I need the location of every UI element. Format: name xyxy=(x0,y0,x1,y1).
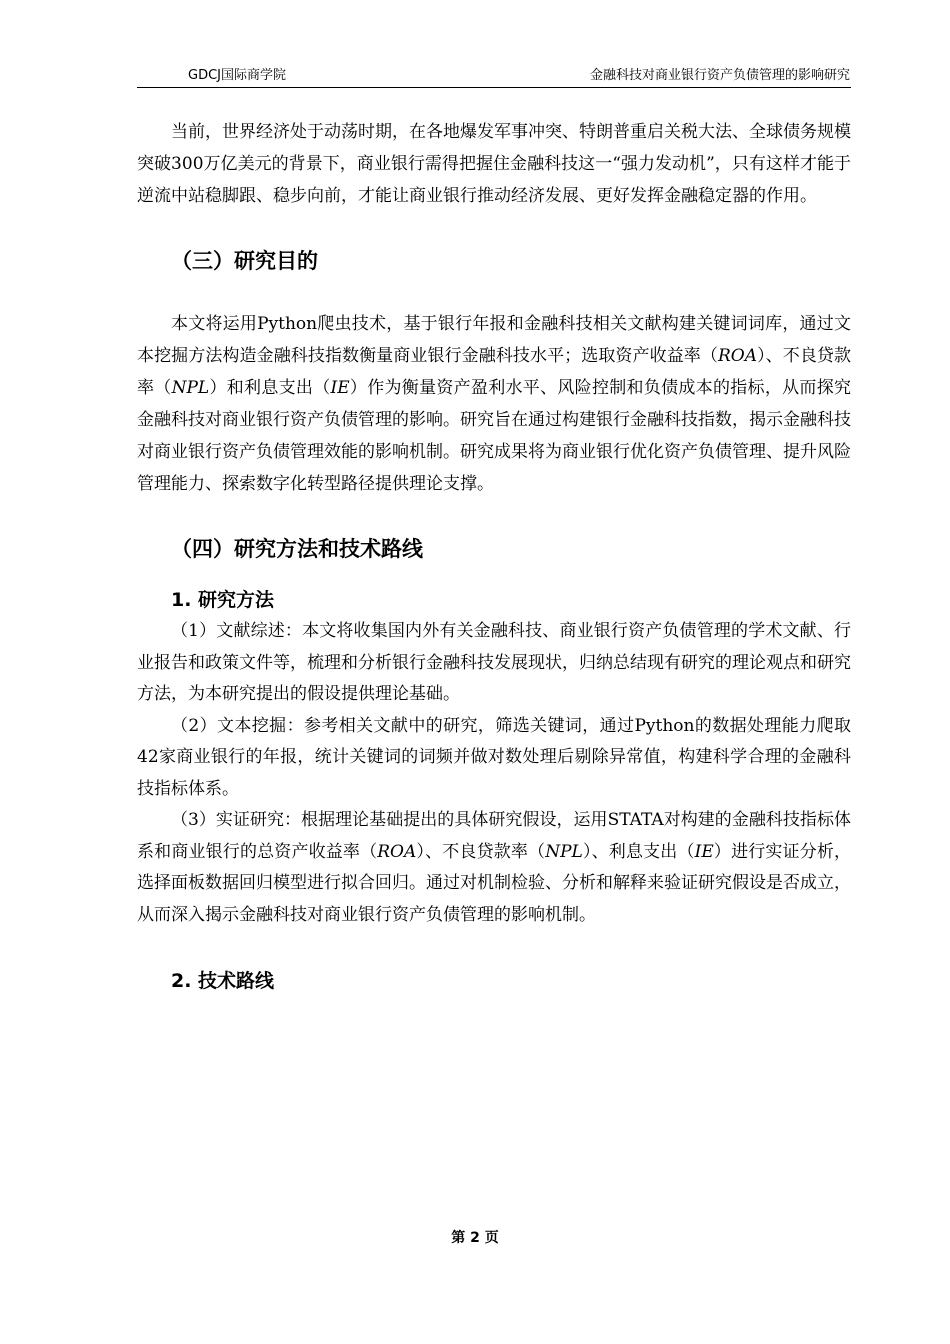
header-rule xyxy=(137,87,851,88)
empirical-ie: IE xyxy=(694,841,714,862)
purpose-ie: IE xyxy=(330,378,350,398)
method-empirical-research xyxy=(137,805,851,931)
intro-paragraph: 当前，世界经济处于动荡时期，在各地爆发军事冲突、特朗普重启关税大法、全球债务规模突破300万亿美元的背景下，商业银行需得把握住金融科技这一“强力发动机”，只有这样才能于逆流中站稳脚跟、稳步向前，才能让商业银行推动经济发展、更好发挥金融稳定器的作用。 xyxy=(137,122,851,206)
subheading-research-methods: 1. 研究方法 xyxy=(171,589,275,611)
empirical-text-a: （3）实证研究：根据理论基础提出的具体研究假设，运用STATA对构建的金融科技指标体系和商业银行的总资产收益率（ xyxy=(137,810,851,862)
purpose-npl: NPL xyxy=(171,378,210,398)
purpose-text-c: ）和利息支出（ xyxy=(209,378,331,398)
page-body xyxy=(137,116,851,995)
purpose-text-b: ）、不良贷款率（ xyxy=(137,346,852,398)
header-paper-title: 金融科技对商业银行资产负债管理的影响研究 xyxy=(589,68,850,83)
empirical-roa: ROA xyxy=(377,841,417,862)
method-literature-review: （1）文献综述：本文将收集国内外有关金融科技、商业银行资产负债管理的学术文献、行业报告和政策文件等，梳理和分析银行金融科技发展现状，归纳总结现有研究的理论观点和研究方法，为本研究提出的假设提供理论基础。 xyxy=(137,621,851,704)
section-heading-research-purpose: （三）研究目的 xyxy=(171,249,318,273)
section-heading-methods: （四）研究方法和技术路线 xyxy=(171,537,423,561)
page-number: 第 2 页 xyxy=(451,1230,499,1246)
empirical-text-d: ）进行实证分析，选择面板数据回归模型进行拟合回归。通过对机制检验、分析和解释来验证研究假设是否成立，从而深入揭示金融科技对商业银行资产负债管理的影响机制。 xyxy=(137,841,852,925)
header-school-name: GDCJ国际商学院 xyxy=(188,68,286,83)
subheading-technical-route: 2. 技术路线 xyxy=(171,970,275,992)
purpose-text-a: 本文将运用Python爬虫技术，基于银行年报和金融科技相关文献构建关键词词库，通过文本挖掘方法构造金融科技指数衡量商业银行金融科技水平；选取资产收益率（ xyxy=(137,314,851,366)
method-text-mining: （2）文本挖掘：参考相关文献中的研究，筛选关键词，通过Python的数据处理能力爬取42家商业银行的年报，统计关键词的词频并做对数处理后剔除异常值，构建科学合理的金融科技指标体系。 xyxy=(137,715,851,799)
empirical-npl: NPL xyxy=(545,841,583,862)
empirical-text-b: ）、不良贷款率（ xyxy=(416,841,546,862)
empirical-text-c: ）、利息支出（ xyxy=(582,841,695,862)
research-purpose-paragraph xyxy=(137,308,851,500)
purpose-text-d: ）作为衡量资产盈利水平、风险控制和负债成本的指标，从而探究金融科技对商业银行资产负债管理的影响。研究旨在通过构建银行金融科技指数，揭示金融科技对商业银行资产负债管理效能的影响机制。研究成果将为商业银行优化资产负债管理、提升风险管理能力、探索数字化转型路径提供理论支撑。 xyxy=(137,378,852,494)
purpose-roa: ROA xyxy=(717,346,757,366)
